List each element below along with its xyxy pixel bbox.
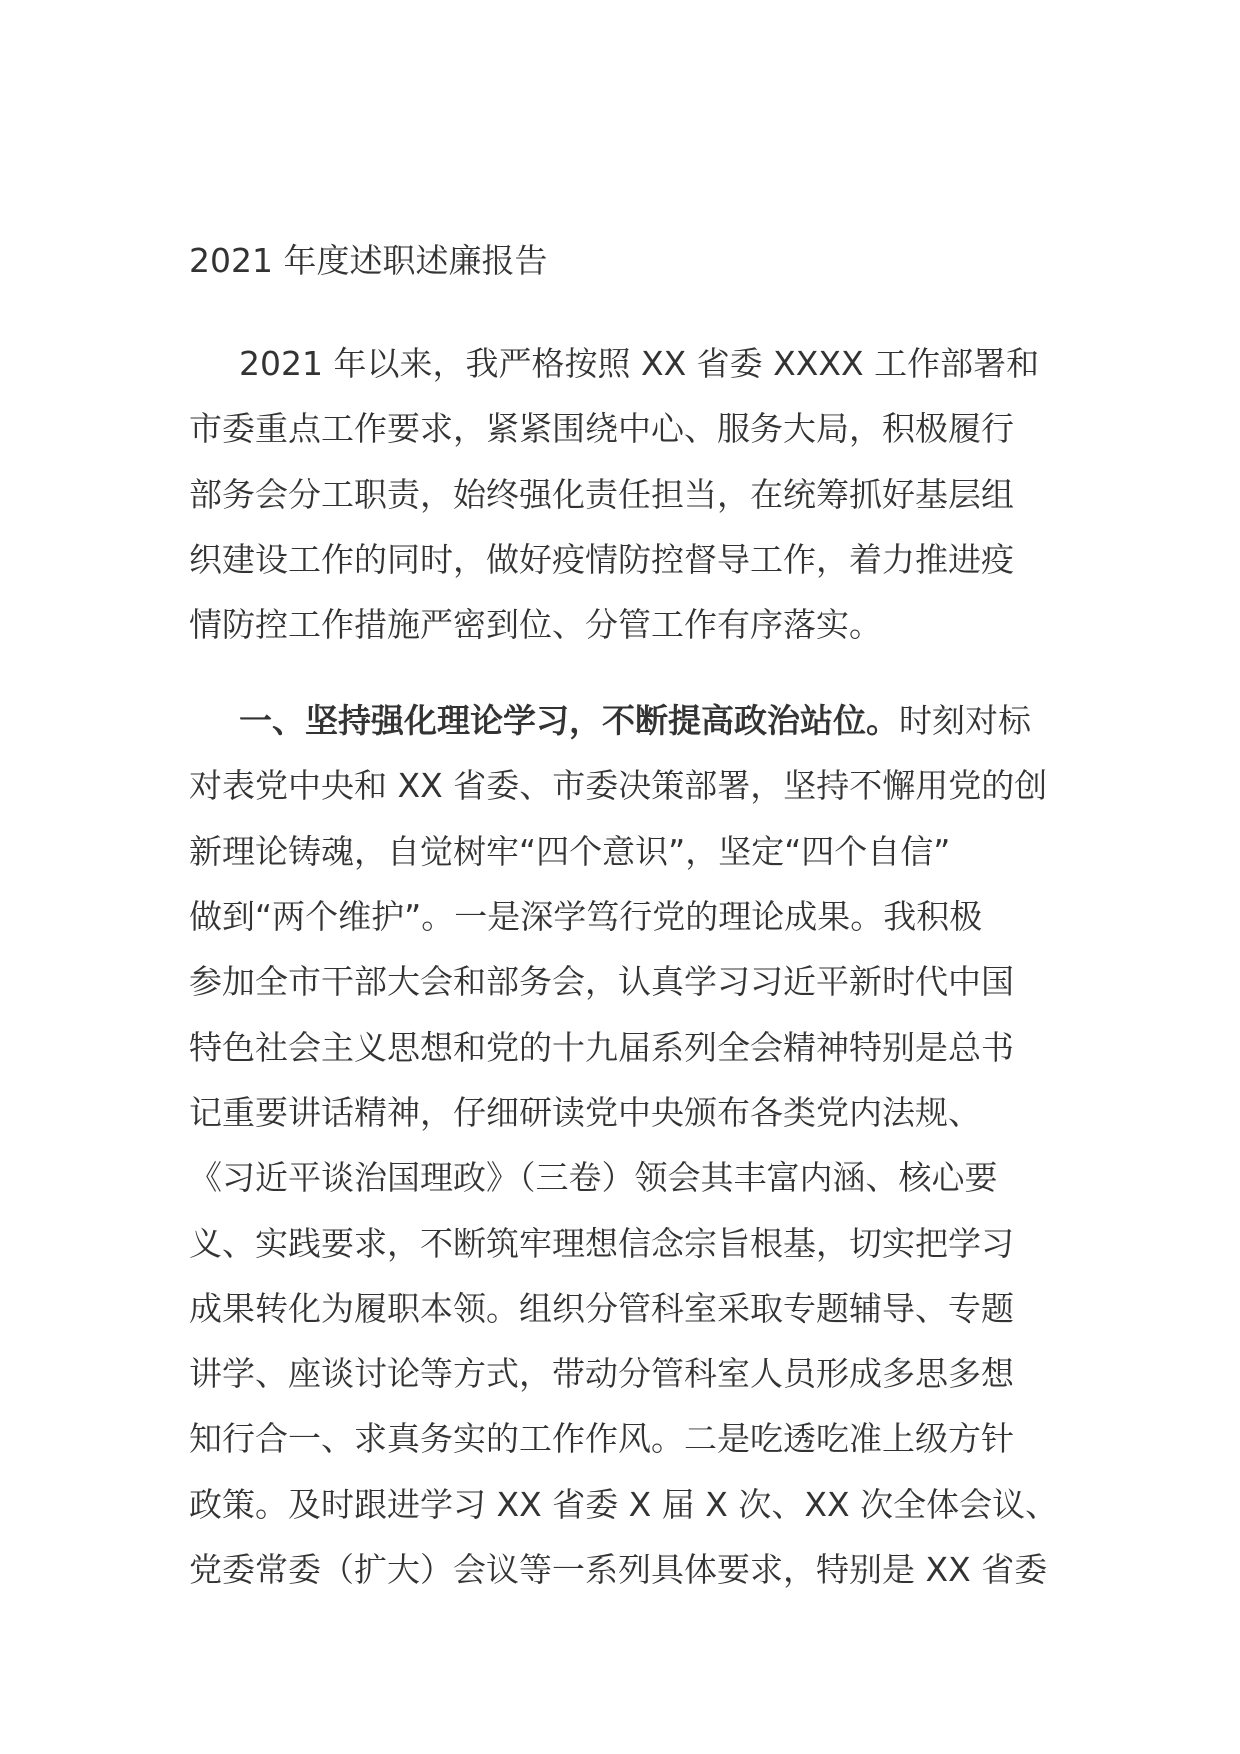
- paragraph-2-line-10: 成果转化为履职本领。组织分管科室采取专题辅导、专题: [189, 1289, 1014, 1328]
- paragraph-2-line-13: 政策。及时跟进学习 XX 省委 X 届 X 次、XX 次全体会议、: [189, 1485, 1059, 1524]
- paragraph-2-line-2: 对表党中央和 XX 省委、市委决策部署，坚持不懈用党的创: [189, 766, 1048, 805]
- document-title: 2021 年度述职述廉报告: [189, 241, 548, 280]
- section-heading: 一、坚持强化理论学习，不断提高政治站位。: [239, 701, 899, 740]
- paragraph-1-line-3: 部务会分工职责，始终强化责任担当，在统筹抓好基层组: [189, 475, 1014, 514]
- paragraph-2-line-8: 《习近平谈治国理政》（三卷）领会其丰富内涵、核心要: [189, 1158, 998, 1197]
- paragraph-2-line-5: 参加全市干部大会和部务会，认真学习习近平新时代中国: [189, 962, 1014, 1001]
- paragraph-2-line-14: 党委常委（扩大）会议等一系列具体要求，特别是 XX 省委: [189, 1550, 1048, 1589]
- paragraph-1-line-4: 织建设工作的同时，做好疫情防控督导工作，着力推进疫: [189, 540, 1014, 579]
- paragraph-1-line-1: 2021 年以来，我严格按照 XX 省委 XXXX 工作部署和: [239, 344, 1040, 383]
- paragraph-2-line-4: 做到“两个维护”。一是深学笃行党的理论成果。我积极: [189, 897, 983, 936]
- paragraph-2-line-1: [239, 698, 1059, 744]
- paragraph-2-line-6: 特色社会主义思想和党的十九届系列全会精神特别是总书: [189, 1028, 1014, 1067]
- paragraph-1-line-2: 市委重点工作要求，紧紧围绕中心、服务大局，积极履行: [189, 409, 1014, 448]
- paragraph-2-line-11: 讲学、座谈讨论等方式，带动分管科室人员形成多思多想: [189, 1354, 1014, 1393]
- paragraph-2-line-9: 义、实践要求，不断筑牢理想信念宗旨根基，切实把学习: [189, 1224, 1014, 1263]
- paragraph-2-line-12: 知行合一、求真务实的工作作风。二是吃透吃准上级方针: [189, 1419, 1014, 1458]
- paragraph-1-line-5: 情防控工作措施严密到位、分管工作有序落实。: [189, 605, 882, 644]
- paragraph-2-line-3: 新理论铸魂，自觉树牢“四个意识”，坚定“四个自信”: [189, 832, 951, 871]
- paragraph-2-line-7: 记重要讲话精神，仔细研读党中央颁布各类党内法规、: [189, 1093, 981, 1132]
- paragraph-2-line-1-text: 时刻对标: [899, 701, 1031, 740]
